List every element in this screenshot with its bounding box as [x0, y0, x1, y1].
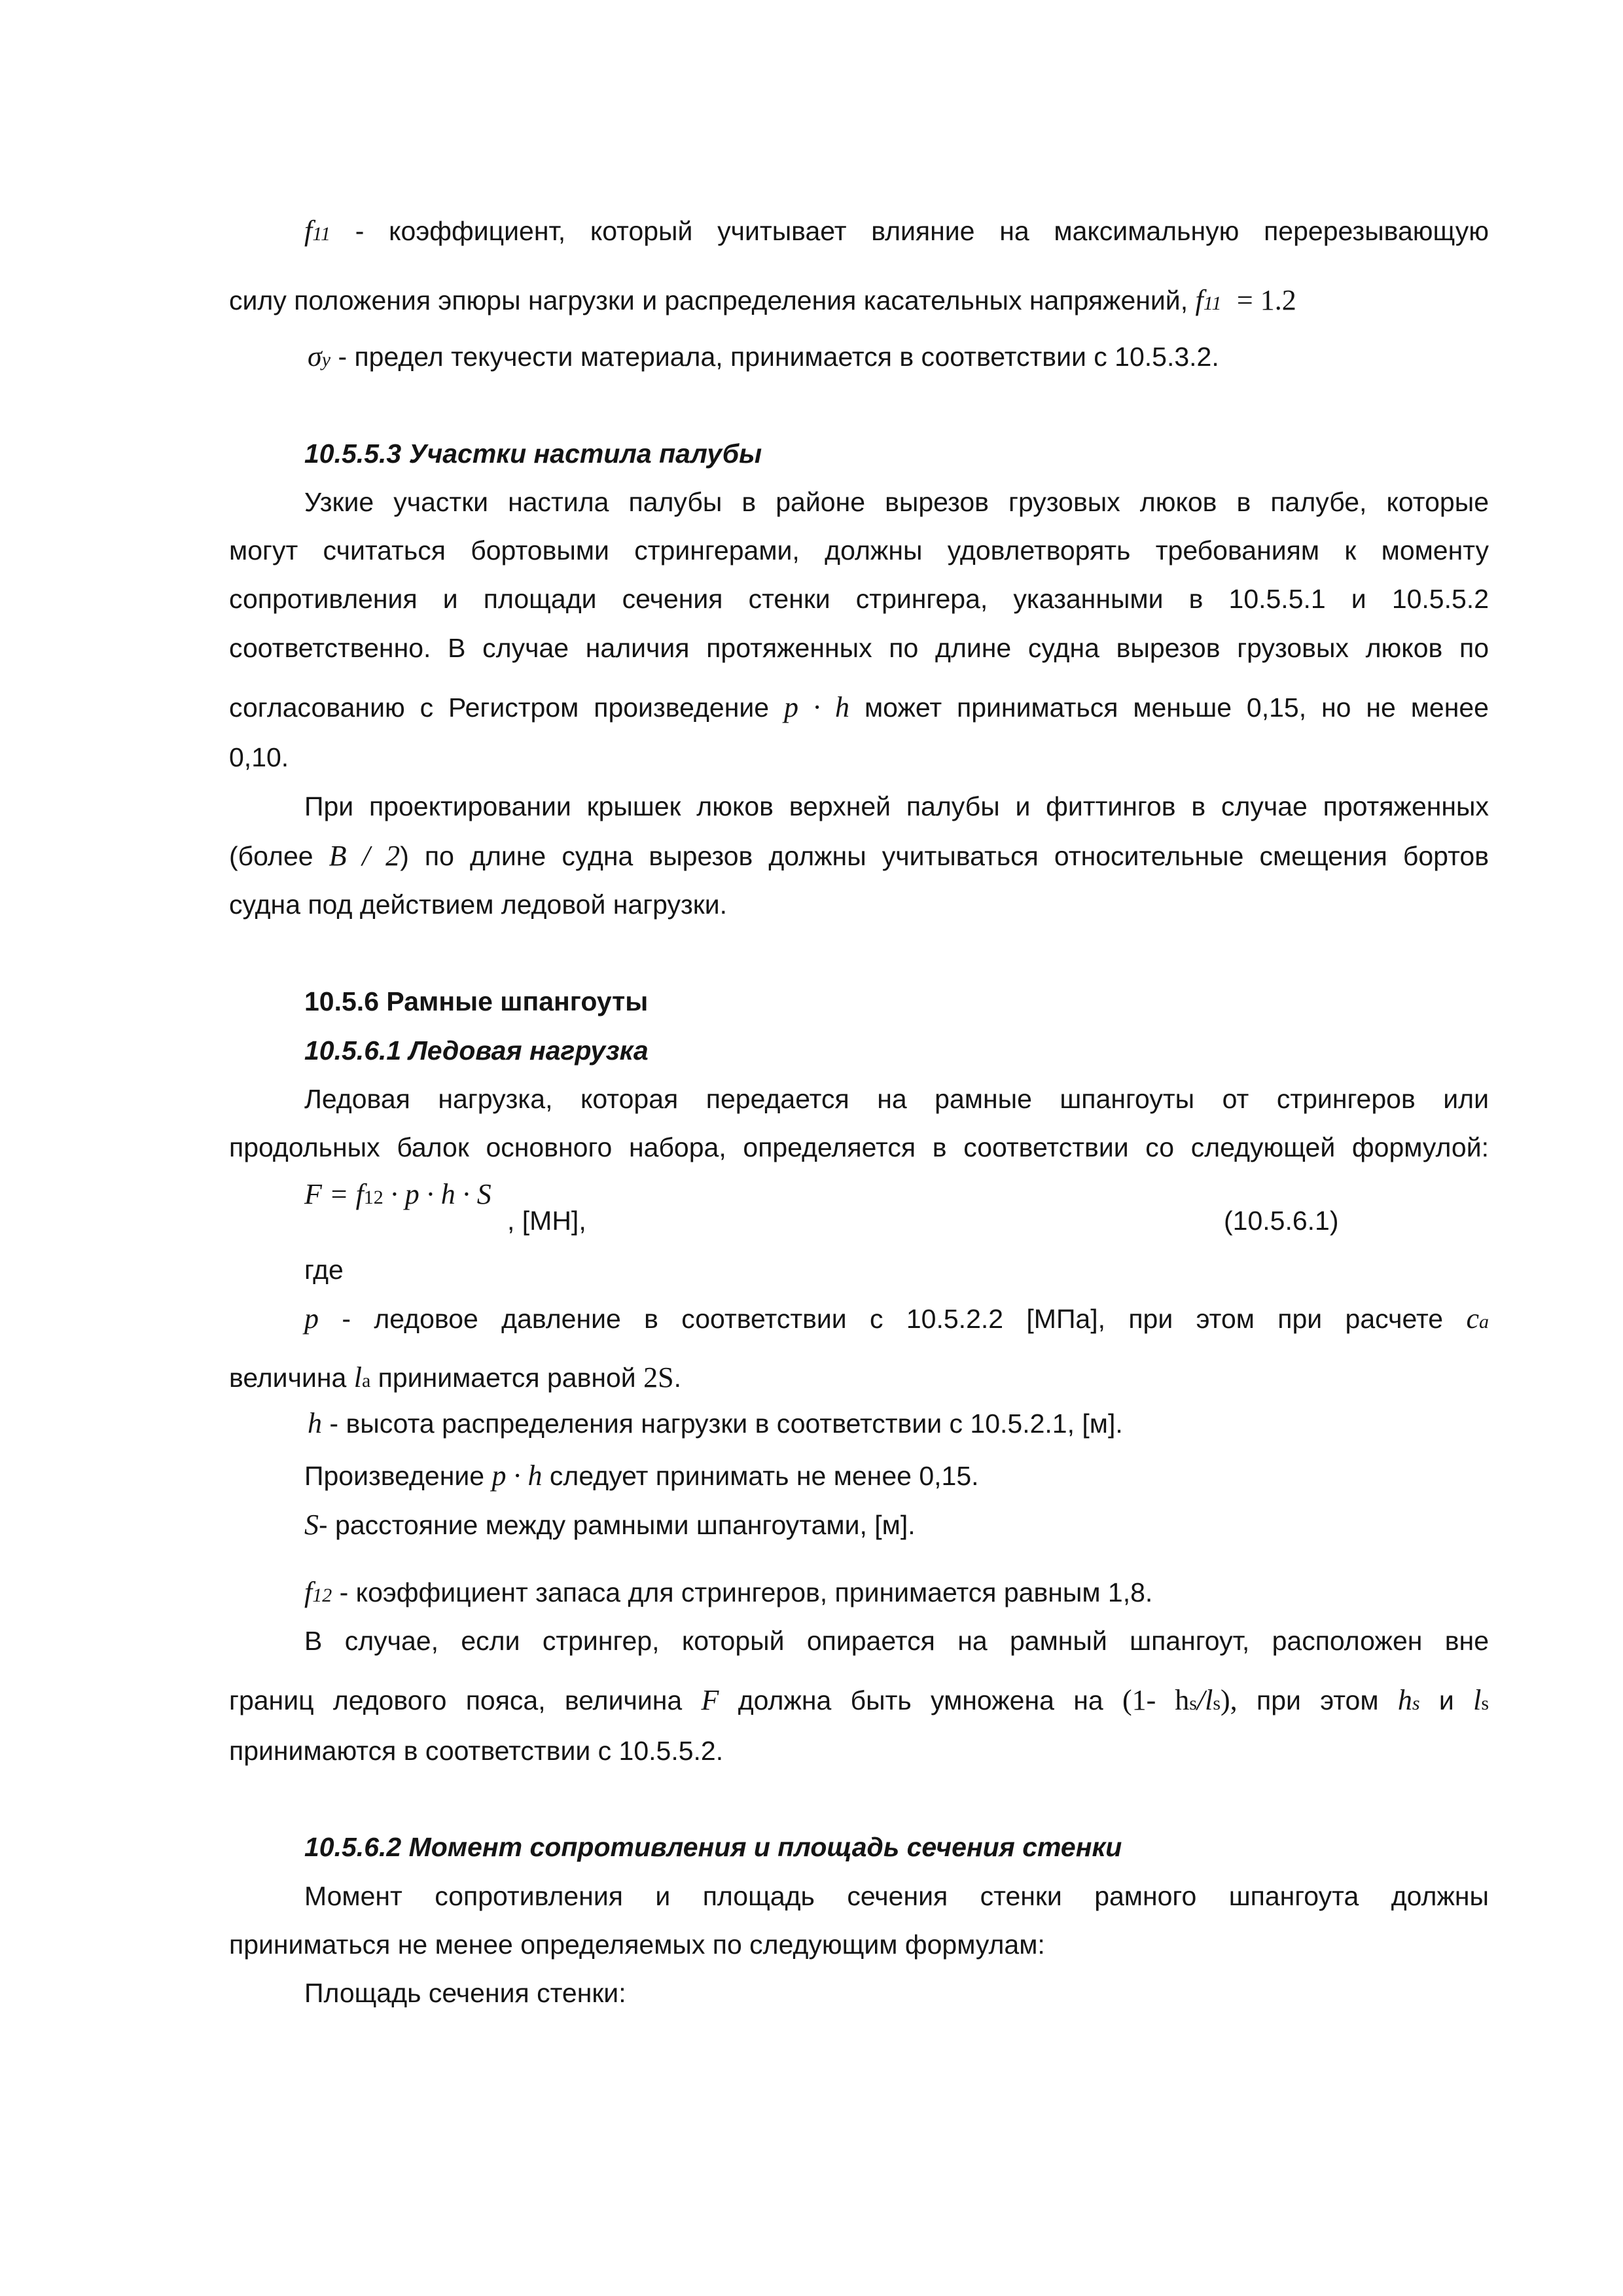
f12-symbol: f — [304, 1576, 313, 1608]
paragraph-line: Узкие участки настила палубы в районе вырезов грузовых люков в палубе, которые — [304, 487, 1489, 517]
formula-b-half: B / 2 — [329, 840, 401, 872]
paragraph-line: сопротивления и площади сечения стенки стрингера, указанными в 10.5.5.1 и 10.5.5.2 — [229, 584, 1489, 614]
paragraph-line: Момент сопротивления и площадь сечения стенки рамного шпангоута должны — [304, 1881, 1489, 1911]
paragraph-line-formula: границ ледового пояса, величина F должна быть умножена на (1- hs/ls), при этом hs и ls — [229, 1684, 1489, 1716]
paragraph-line: В случае, если стрингер, который опирается на рамный шпангоут, расположен вне — [304, 1626, 1489, 1656]
paragraph-line: продольных балок основного набора, определяется в соответствии со следующей формулой: — [229, 1132, 1489, 1162]
formula-ph: p · h — [783, 691, 850, 723]
f12-definition: f12 - коэффициент запаса для стрингеров, принимается равным 1,8. — [304, 1576, 1153, 1608]
ph-requirement: Произведение p · h следует принимать не менее 0,15. — [304, 1460, 979, 1492]
f11-symbol: f11 — [304, 215, 331, 247]
p-definition-line2: величина la принимается равной 2S. — [229, 1361, 681, 1393]
section-heading-1056: 10.5.6 Рамные шпангоуты — [304, 986, 649, 1016]
formula-number: (10.5.6.1) — [1224, 1206, 1339, 1236]
p-definition-line1: p - ледовое давление в соответствии с 10.5.2.2 [МПа], при этом при расчете ca — [304, 1302, 1489, 1335]
paragraph-line: соответственно. В случае наличия протяженных по длине судна вырезов грузовых люков по — [229, 633, 1489, 663]
section-heading-10561: 10.5.6.1 Ледовая нагрузка — [304, 1035, 649, 1066]
paragraph-line: Ледовая нагрузка, которая передается на рамные шпангоуты от стрингеров или — [304, 1084, 1489, 1114]
h-definition: h - высота распределения нагрузки в соответствии с 10.5.2.1, [м]. — [308, 1407, 1123, 1439]
paragraph-line: 0,10. — [229, 742, 289, 772]
paragraph-line: принимаются в соответствии с 10.5.5.2. — [229, 1736, 724, 1766]
paragraph-line: Площадь сечения стенки: — [304, 1978, 626, 2008]
f11-definition-line1: f11 - коэффициент, который учитывает влияние на максимальную перерезывающую — [304, 215, 1489, 247]
section-heading-10553: 10.5.5.3 Участки настила палубы — [304, 439, 762, 469]
where-label: где — [304, 1255, 344, 1285]
h-symbol: h — [308, 1407, 322, 1439]
S-symbol: S — [304, 1509, 319, 1541]
paragraph-line: приниматься не менее определяемых по следующим формулам: — [229, 1929, 1045, 1960]
paragraph-line: При проектировании крышек люков верхней палубы и фиттингов в случае протяженных — [304, 791, 1489, 821]
section-heading-10562: 10.5.6.2 Момент сопротивления и площадь сечения стенки — [304, 1832, 1122, 1862]
formula-10561: F = f12 · p · h · S — [304, 1178, 491, 1210]
f11-definition-line2: силу положения эпюры нагрузки и распределения касательных напряжений, f11 = 1.2 — [229, 284, 1296, 316]
formula-unit: , [МН], — [507, 1206, 586, 1236]
S-definition: S- расстояние между рамными шпангоутами, [м]. — [304, 1509, 916, 1541]
p-symbol: p — [304, 1302, 319, 1335]
sigma-symbol: σ — [308, 340, 322, 372]
paragraph-line: судна под действием ледовой нагрузки. — [229, 889, 728, 920]
paragraph-line-formula: согласованию с Регистром произведение p · h может приниматься меньше 0,15, но не менее — [229, 691, 1489, 723]
paragraph-line: могут считаться бортовыми стрингерами, должны удовлетворять требованиям к моменту — [229, 535, 1489, 565]
paragraph-line-formula: (более B / 2) по длине судна вырезов должны учитываться относительные смещения бортов — [229, 840, 1489, 872]
sigma-definition: σy - предел текучести материала, принимается в соответствии с 10.5.3.2. — [308, 340, 1219, 372]
